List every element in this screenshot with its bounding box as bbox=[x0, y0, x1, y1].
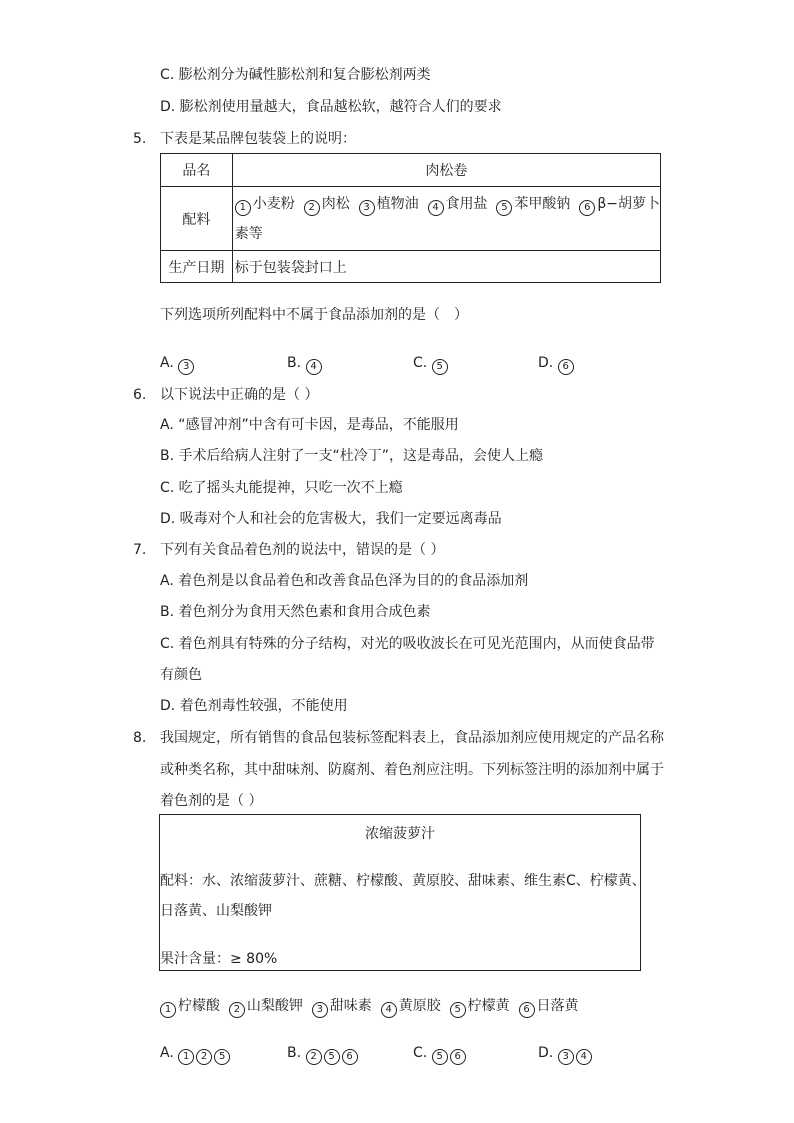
ingredient-item bbox=[496, 196, 570, 212]
ingredient-item bbox=[579, 196, 660, 212]
option-letter: B. bbox=[287, 1045, 302, 1061]
circled-number-6: 6 bbox=[342, 1049, 358, 1065]
circled-number-3: 3 bbox=[178, 359, 194, 375]
additive-item bbox=[450, 998, 510, 1014]
label-box bbox=[159, 814, 646, 971]
circled-number-4: 4 bbox=[381, 1002, 397, 1018]
q6-option-a: A. “感冒冲剂”中含有可卡因，是毒品，不能服用 bbox=[160, 417, 459, 433]
ingredient-text: 植物油 bbox=[376, 195, 419, 212]
q7-option-b: B. 着色剂分为食用天然色素和食用合成色素 bbox=[160, 604, 431, 620]
table-value-ingredients bbox=[232, 187, 660, 251]
q6-option-b: B. 手术后给病人注射了一支“杜冷丁”，这是毒品，会使人上瘾 bbox=[160, 448, 544, 464]
ingredient-item bbox=[235, 196, 295, 212]
circled-number-3: 3 bbox=[359, 200, 375, 216]
q4-option-d: D. 膨松剂使用量越大，食品越松软，越符合人们的要求 bbox=[160, 99, 502, 115]
additive-item bbox=[160, 998, 220, 1014]
table-label-name: 品名 bbox=[161, 154, 233, 187]
option-letter: B. bbox=[287, 355, 302, 371]
additive-item bbox=[229, 998, 303, 1014]
q4-option-c: C. 膨松剂分为碱性膨松剂和复合膨松剂两类 bbox=[160, 67, 431, 83]
ingredient-item bbox=[359, 196, 419, 212]
ingredient-text: 小麦粉 bbox=[252, 195, 295, 212]
circled-number-3: 3 bbox=[312, 1002, 328, 1018]
q8-option-d bbox=[538, 1044, 594, 1065]
additive-text: 柠檬酸 bbox=[178, 998, 220, 1014]
q6-number: 6. bbox=[133, 387, 147, 403]
additive-item bbox=[381, 998, 441, 1014]
circled-number-6: 6 bbox=[519, 1002, 535, 1018]
circled-number-6: 6 bbox=[558, 359, 574, 375]
circled-number-1: 1 bbox=[178, 1049, 194, 1065]
circled-number-5: 5 bbox=[324, 1049, 340, 1065]
option-letter: D. bbox=[538, 355, 554, 371]
q5-stem: 下表是某品牌包装袋上的说明： bbox=[160, 131, 356, 147]
q7-option-c-line2: 有颜色 bbox=[160, 667, 202, 683]
q8-option-c bbox=[413, 1044, 468, 1065]
circled-number-6: 6 bbox=[579, 200, 595, 216]
q5-option-b bbox=[287, 354, 324, 375]
circled-number-5: 5 bbox=[432, 359, 448, 375]
ingredient-text: 苯甲酸钠 bbox=[514, 195, 571, 212]
additive-item bbox=[519, 998, 579, 1014]
ingredient-text: β−胡萝卜 bbox=[597, 195, 660, 212]
q8-option-a bbox=[160, 1044, 232, 1065]
q6-option-d: D. 吸毒对个人和社会的危害极大，我们一定要远离毒品 bbox=[160, 511, 502, 527]
q8-stem-line1: 我国规定，所有销售的食品包装标签配料表上，食品添加剂应使用规定的产品名称 bbox=[160, 730, 664, 746]
circled-number-2: 2 bbox=[306, 1049, 322, 1065]
q6-stem: 以下说法中正确的是（ ） bbox=[160, 387, 319, 403]
table-label-ingredients: 配料 bbox=[161, 187, 233, 251]
q5-number: 5. bbox=[133, 131, 147, 147]
option-letter: C. bbox=[413, 1045, 428, 1061]
table-value-name: 肉松卷 bbox=[232, 154, 660, 187]
additive-text: 黄原胶 bbox=[398, 998, 441, 1014]
q7-option-d: D. 着色剂毒性较强，不能使用 bbox=[160, 698, 348, 714]
q8-stem-line2: 或种类名称，其中甜味剂、防腐剂、着色剂应注明。下列标签注明的添加剂中属于 bbox=[160, 762, 664, 778]
table-label-date: 生产日期 bbox=[161, 251, 233, 283]
option-letter: A. bbox=[160, 1045, 174, 1061]
q5-table bbox=[160, 153, 661, 283]
circled-number-5: 5 bbox=[450, 1002, 466, 1018]
circled-number-4: 4 bbox=[306, 359, 322, 375]
q6-option-c: C. 吃了摇头丸能提神，只吃一次不上瘾 bbox=[160, 480, 403, 496]
circled-number-3: 3 bbox=[558, 1049, 574, 1065]
circled-number-5: 5 bbox=[214, 1049, 230, 1065]
ingredient-continuation: 素等 bbox=[234, 225, 263, 242]
q7-option-a: A. 着色剂是以食品着色和改善食品色泽为目的的食品添加剂 bbox=[160, 573, 529, 589]
label-ingredients-line1: 配料：水、浓缩菠萝汁、蔗糖、柠檬酸、黄原胶、甜味素、维生素C、柠檬黄、 bbox=[160, 873, 646, 889]
option-letter: D. bbox=[538, 1045, 554, 1061]
circled-number-1: 1 bbox=[160, 1002, 176, 1018]
ingredient-item bbox=[304, 196, 350, 212]
additive-text: 日落黄 bbox=[536, 998, 579, 1014]
additive-item bbox=[312, 998, 372, 1014]
circled-number-5: 5 bbox=[432, 1049, 448, 1065]
additive-text: 甜味素 bbox=[329, 998, 372, 1014]
option-letter: C. bbox=[413, 355, 428, 371]
circled-number-2: 2 bbox=[229, 1002, 245, 1018]
q8-option-b bbox=[287, 1044, 360, 1065]
label-title: 浓缩菠萝汁 bbox=[365, 826, 435, 842]
ingredient-item bbox=[428, 196, 488, 212]
circled-number-4: 4 bbox=[576, 1049, 592, 1065]
q8-additive-list bbox=[160, 997, 579, 1018]
circled-number-2: 2 bbox=[304, 200, 320, 216]
q5-option-d bbox=[538, 354, 576, 375]
circled-number-4: 4 bbox=[428, 200, 444, 216]
q5-option-a bbox=[160, 354, 196, 375]
additive-text: 柠檬黄 bbox=[467, 998, 510, 1014]
circled-number-1: 1 bbox=[235, 200, 251, 216]
q8-stem-line3: 着色剂的是（ ） bbox=[160, 793, 263, 809]
label-ingredients-line2: 日落黄、山梨酸钾 bbox=[160, 903, 272, 919]
ingredient-list bbox=[235, 189, 660, 219]
additive-text: 山梨酸钾 bbox=[246, 998, 303, 1014]
label-juice-content: 果汁含量：≥ 80% bbox=[160, 951, 278, 967]
circled-number-2: 2 bbox=[196, 1049, 212, 1065]
circled-number-6: 6 bbox=[450, 1049, 466, 1065]
q7-number: 7. bbox=[133, 542, 147, 558]
q7-option-c-line1: C. 着色剂具有特殊的分子结构，对光的吸收波长在可见光范围内，从而使食品带 bbox=[160, 636, 655, 652]
table-value-date: 标于包装袋封口上 bbox=[232, 251, 660, 283]
q7-stem: 下列有关食品着色剂的说法中，错误的是（ ） bbox=[160, 542, 445, 558]
q5-question: 下列选项所列配料中不属于食品添加剂的是（ ） bbox=[160, 307, 468, 323]
q8-number: 8. bbox=[133, 730, 147, 746]
ingredient-text: 食用盐 bbox=[445, 195, 488, 212]
circled-number-5: 5 bbox=[496, 200, 512, 216]
q5-option-c bbox=[413, 354, 450, 375]
option-letter: A. bbox=[160, 355, 174, 371]
ingredient-text: 肉松 bbox=[321, 195, 350, 212]
